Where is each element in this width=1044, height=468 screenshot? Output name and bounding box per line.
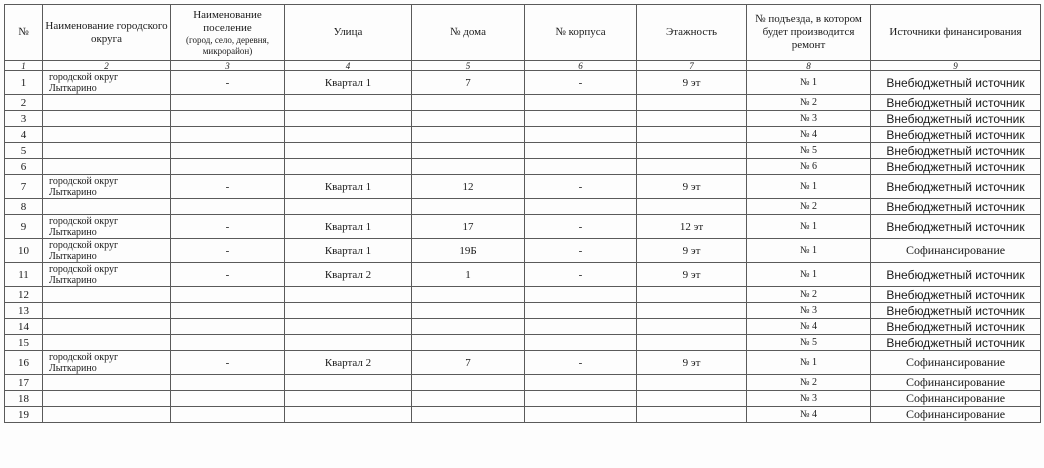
settlement-cell bbox=[171, 391, 285, 407]
funding-cell: Внебюджетный источник bbox=[871, 71, 1041, 95]
table-row bbox=[5, 159, 1041, 175]
corpus-cell bbox=[525, 407, 637, 423]
column-number: 8 bbox=[747, 61, 871, 71]
table-row bbox=[5, 199, 1041, 215]
table-row bbox=[5, 407, 1041, 423]
funding-cell: Внебюджетный источник bbox=[871, 175, 1041, 199]
funding-cell: Софинансирование bbox=[871, 407, 1041, 423]
floors-cell bbox=[637, 287, 747, 303]
district-cell bbox=[43, 391, 171, 407]
corpus-cell bbox=[525, 391, 637, 407]
settlement-cell: - bbox=[171, 239, 285, 263]
corpus-cell bbox=[525, 335, 637, 351]
floors-cell bbox=[637, 143, 747, 159]
entrance-cell: № 4 bbox=[747, 127, 871, 143]
entrance-cell: № 5 bbox=[747, 335, 871, 351]
header-row bbox=[5, 5, 1041, 61]
row-number-cell: 17 bbox=[5, 375, 43, 391]
corpus-cell bbox=[525, 199, 637, 215]
settlement-cell: - bbox=[171, 351, 285, 375]
floors-cell: 9 эт bbox=[637, 239, 747, 263]
corpus-cell bbox=[525, 95, 637, 111]
street-cell bbox=[285, 199, 412, 215]
district-cell: городской округ Лыткарино bbox=[43, 175, 171, 199]
funding-cell: Внебюджетный источник bbox=[871, 127, 1041, 143]
column-number: 4 bbox=[285, 61, 412, 71]
floors-cell: 9 эт bbox=[637, 71, 747, 95]
corpus-cell: - bbox=[525, 239, 637, 263]
district-cell bbox=[43, 303, 171, 319]
entrance-cell: № 3 bbox=[747, 111, 871, 127]
funding-cell: Внебюджетный источник bbox=[871, 263, 1041, 287]
table-row bbox=[5, 263, 1041, 287]
floors-cell bbox=[637, 95, 747, 111]
district-cell: городской округ Лыткарино bbox=[43, 263, 171, 287]
street-cell bbox=[285, 375, 412, 391]
column-number: 6 bbox=[525, 61, 637, 71]
settlement-cell bbox=[171, 111, 285, 127]
house-cell bbox=[412, 95, 525, 111]
corpus-cell: - bbox=[525, 71, 637, 95]
street-cell bbox=[285, 319, 412, 335]
house-cell bbox=[412, 407, 525, 423]
settlement-cell bbox=[171, 159, 285, 175]
header-street: Улица bbox=[285, 5, 412, 61]
settlement-cell bbox=[171, 95, 285, 111]
row-number-cell: 13 bbox=[5, 303, 43, 319]
entrance-cell: № 2 bbox=[747, 199, 871, 215]
column-number: 9 bbox=[871, 61, 1041, 71]
repair-schedule-table bbox=[4, 4, 1041, 423]
house-cell bbox=[412, 375, 525, 391]
settlement-cell: - bbox=[171, 175, 285, 199]
settlement-cell bbox=[171, 143, 285, 159]
row-number-cell: 6 bbox=[5, 159, 43, 175]
floors-cell: 9 эт bbox=[637, 263, 747, 287]
entrance-cell: № 3 bbox=[747, 391, 871, 407]
settlement-cell bbox=[171, 303, 285, 319]
house-cell: 12 bbox=[412, 175, 525, 199]
table-row bbox=[5, 391, 1041, 407]
entrance-cell: № 1 bbox=[747, 239, 871, 263]
street-cell bbox=[285, 127, 412, 143]
row-number-cell: 12 bbox=[5, 287, 43, 303]
house-cell bbox=[412, 199, 525, 215]
funding-cell: Внебюджетный источник bbox=[871, 215, 1041, 239]
street-cell bbox=[285, 407, 412, 423]
street-cell bbox=[285, 159, 412, 175]
funding-cell: Софинансирование bbox=[871, 375, 1041, 391]
district-cell bbox=[43, 407, 171, 423]
header-house: № дома bbox=[412, 5, 525, 61]
district-cell bbox=[43, 319, 171, 335]
floors-cell bbox=[637, 407, 747, 423]
street-cell: Квартал 2 bbox=[285, 263, 412, 287]
floors-cell: 12 эт bbox=[637, 215, 747, 239]
row-number-cell: 4 bbox=[5, 127, 43, 143]
entrance-cell: № 4 bbox=[747, 407, 871, 423]
house-cell: 1 bbox=[412, 263, 525, 287]
settlement-cell bbox=[171, 199, 285, 215]
settlement-cell bbox=[171, 287, 285, 303]
entrance-cell: № 4 bbox=[747, 319, 871, 335]
settlement-cell bbox=[171, 335, 285, 351]
street-cell: Квартал 1 bbox=[285, 215, 412, 239]
district-cell: городской округ Лыткарино bbox=[43, 239, 171, 263]
settlement-cell bbox=[171, 319, 285, 335]
corpus-cell bbox=[525, 143, 637, 159]
column-number-row bbox=[5, 61, 1041, 71]
row-number-cell: 11 bbox=[5, 263, 43, 287]
street-cell bbox=[285, 143, 412, 159]
table-row bbox=[5, 175, 1041, 199]
district-cell bbox=[43, 375, 171, 391]
row-number-cell: 7 bbox=[5, 175, 43, 199]
row-number-cell: 14 bbox=[5, 319, 43, 335]
street-cell: Квартал 2 bbox=[285, 351, 412, 375]
district-cell: городской округ Лыткарино bbox=[43, 351, 171, 375]
district-cell bbox=[43, 111, 171, 127]
table-row bbox=[5, 287, 1041, 303]
table-row bbox=[5, 319, 1041, 335]
house-cell bbox=[412, 319, 525, 335]
street-cell bbox=[285, 95, 412, 111]
district-cell: городской округ Лыткарино bbox=[43, 215, 171, 239]
district-cell bbox=[43, 335, 171, 351]
table-row bbox=[5, 95, 1041, 111]
row-number-cell: 15 bbox=[5, 335, 43, 351]
floors-cell bbox=[637, 303, 747, 319]
corpus-cell bbox=[525, 111, 637, 127]
district-cell bbox=[43, 95, 171, 111]
district-cell bbox=[43, 127, 171, 143]
table-row bbox=[5, 375, 1041, 391]
table-row bbox=[5, 351, 1041, 375]
row-number-cell: 5 bbox=[5, 143, 43, 159]
funding-cell: Внебюджетный источник bbox=[871, 95, 1041, 111]
house-cell bbox=[412, 303, 525, 319]
corpus-cell: - bbox=[525, 351, 637, 375]
row-number-cell: 10 bbox=[5, 239, 43, 263]
house-cell: 19Б bbox=[412, 239, 525, 263]
entrance-cell: № 1 bbox=[747, 263, 871, 287]
corpus-cell bbox=[525, 303, 637, 319]
street-cell: Квартал 1 bbox=[285, 175, 412, 199]
corpus-cell bbox=[525, 375, 637, 391]
table-row bbox=[5, 71, 1041, 95]
entrance-cell: № 2 bbox=[747, 375, 871, 391]
street-cell bbox=[285, 303, 412, 319]
column-number: 3 bbox=[171, 61, 285, 71]
street-cell bbox=[285, 111, 412, 127]
funding-cell: Внебюджетный источник bbox=[871, 303, 1041, 319]
funding-cell: Внебюджетный источник bbox=[871, 111, 1041, 127]
header-settlement-main: Наименование поселение bbox=[193, 8, 262, 34]
house-cell: 7 bbox=[412, 71, 525, 95]
settlement-cell: - bbox=[171, 263, 285, 287]
funding-cell: Софинансирование bbox=[871, 351, 1041, 375]
floors-cell bbox=[637, 127, 747, 143]
column-number: 2 bbox=[43, 61, 171, 71]
street-cell: Квартал 1 bbox=[285, 71, 412, 95]
floors-cell bbox=[637, 111, 747, 127]
column-number: 7 bbox=[637, 61, 747, 71]
entrance-cell: № 2 bbox=[747, 287, 871, 303]
settlement-cell: - bbox=[171, 71, 285, 95]
row-number-cell: 16 bbox=[5, 351, 43, 375]
entrance-cell: № 2 bbox=[747, 95, 871, 111]
corpus-cell bbox=[525, 319, 637, 335]
header-entrance: № подъезда, в котором будет производится ремонт bbox=[747, 5, 871, 61]
header-floors: Этажность bbox=[637, 5, 747, 61]
floors-cell bbox=[637, 319, 747, 335]
table-row bbox=[5, 111, 1041, 127]
floors-cell bbox=[637, 199, 747, 215]
settlement-cell bbox=[171, 407, 285, 423]
entrance-cell: № 6 bbox=[747, 159, 871, 175]
funding-cell: Внебюджетный источник bbox=[871, 319, 1041, 335]
header-corpus: № корпуса bbox=[525, 5, 637, 61]
house-cell bbox=[412, 111, 525, 127]
corpus-cell bbox=[525, 127, 637, 143]
entrance-cell: № 3 bbox=[747, 303, 871, 319]
row-number-cell: 3 bbox=[5, 111, 43, 127]
row-number-cell: 2 bbox=[5, 95, 43, 111]
floors-cell: 9 эт bbox=[637, 175, 747, 199]
floors-cell bbox=[637, 335, 747, 351]
header-funding: Источники финансирования bbox=[871, 5, 1041, 61]
entrance-cell: № 1 bbox=[747, 71, 871, 95]
column-number: 1 bbox=[5, 61, 43, 71]
corpus-cell: - bbox=[525, 263, 637, 287]
street-cell bbox=[285, 391, 412, 407]
funding-cell: Софинансирование bbox=[871, 239, 1041, 263]
entrance-cell: № 1 bbox=[747, 351, 871, 375]
district-cell bbox=[43, 159, 171, 175]
settlement-cell: - bbox=[171, 215, 285, 239]
settlement-cell bbox=[171, 127, 285, 143]
table-row bbox=[5, 335, 1041, 351]
floors-cell: 9 эт bbox=[637, 351, 747, 375]
funding-cell: Внебюджетный источник bbox=[871, 159, 1041, 175]
floors-cell bbox=[637, 159, 747, 175]
table-row bbox=[5, 239, 1041, 263]
funding-cell: Внебюджетный источник bbox=[871, 199, 1041, 215]
corpus-cell bbox=[525, 159, 637, 175]
house-cell bbox=[412, 335, 525, 351]
header-settlement-note: (город, село, деревня, микрорайон) bbox=[186, 34, 269, 56]
funding-cell: Софинансирование bbox=[871, 391, 1041, 407]
entrance-cell: № 5 bbox=[747, 143, 871, 159]
house-cell bbox=[412, 127, 525, 143]
district-cell bbox=[43, 143, 171, 159]
district-cell: городской округ Лыткарино bbox=[43, 71, 171, 95]
house-cell bbox=[412, 287, 525, 303]
row-number-cell: 18 bbox=[5, 391, 43, 407]
street-cell: Квартал 1 bbox=[285, 239, 412, 263]
house-cell bbox=[412, 391, 525, 407]
entrance-cell: № 1 bbox=[747, 215, 871, 239]
house-cell bbox=[412, 159, 525, 175]
settlement-cell bbox=[171, 375, 285, 391]
house-cell bbox=[412, 143, 525, 159]
house-cell: 7 bbox=[412, 351, 525, 375]
funding-cell: Внебюджетный источник bbox=[871, 335, 1041, 351]
street-cell bbox=[285, 287, 412, 303]
corpus-cell: - bbox=[525, 215, 637, 239]
table-row bbox=[5, 143, 1041, 159]
floors-cell bbox=[637, 375, 747, 391]
header-number: № bbox=[5, 5, 43, 61]
table-row bbox=[5, 215, 1041, 239]
row-number-cell: 1 bbox=[5, 71, 43, 95]
house-cell: 17 bbox=[412, 215, 525, 239]
entrance-cell: № 1 bbox=[747, 175, 871, 199]
funding-cell: Внебюджетный источник bbox=[871, 143, 1041, 159]
corpus-cell bbox=[525, 287, 637, 303]
funding-cell: Внебюджетный источник bbox=[871, 287, 1041, 303]
table-row bbox=[5, 127, 1041, 143]
table-row bbox=[5, 303, 1041, 319]
district-cell bbox=[43, 287, 171, 303]
table-body bbox=[5, 71, 1041, 423]
header-district: Наименование городского округа bbox=[43, 5, 171, 61]
district-cell bbox=[43, 199, 171, 215]
header-settlement bbox=[171, 5, 285, 61]
row-number-cell: 19 bbox=[5, 407, 43, 423]
floors-cell bbox=[637, 391, 747, 407]
row-number-cell: 8 bbox=[5, 199, 43, 215]
row-number-cell: 9 bbox=[5, 215, 43, 239]
column-number: 5 bbox=[412, 61, 525, 71]
street-cell bbox=[285, 335, 412, 351]
corpus-cell: - bbox=[525, 175, 637, 199]
